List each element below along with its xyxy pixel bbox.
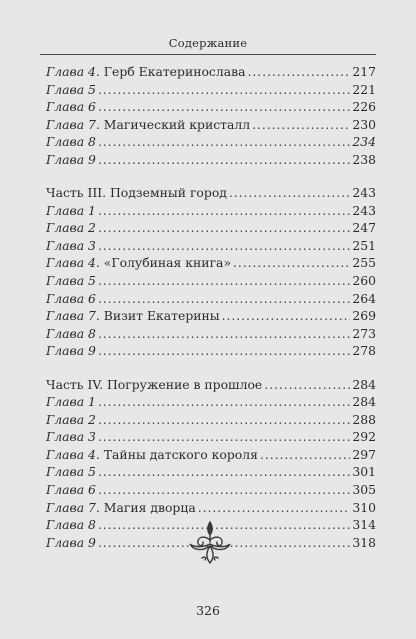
dot-leader — [98, 98, 350, 116]
dot-leader — [98, 81, 350, 99]
header-rule — [40, 54, 376, 55]
dot-leader — [252, 116, 350, 134]
dot-leader — [98, 325, 350, 343]
toc-entry — [46, 151, 376, 169]
entry-page-number: 305 — [352, 482, 376, 498]
entry-page-number: 264 — [352, 290, 376, 306]
toc-entry — [46, 98, 376, 116]
chapter-label: Глава 5 — [46, 464, 96, 480]
chapter-title: Тайны датского короля — [99, 446, 258, 462]
chapter-label: Глава 1 — [46, 202, 96, 218]
toc-entry — [46, 184, 376, 202]
chapter-label: Глава 8 — [46, 517, 96, 533]
entry-page-number: 230 — [352, 116, 376, 132]
entry-page-number: 314 — [352, 517, 376, 533]
chapter-label: Глава 7. — [46, 499, 100, 515]
toc-entry — [46, 463, 376, 481]
dot-leader — [98, 237, 350, 255]
entry-page-number: 318 — [352, 534, 376, 550]
dot-leader — [222, 307, 351, 325]
chapter-label: Глава 1 — [46, 394, 96, 410]
toc-entry — [46, 81, 376, 99]
toc-entry — [46, 499, 376, 517]
dot-leader — [229, 184, 350, 202]
entry-page-number: 273 — [352, 325, 376, 341]
dot-leader — [260, 446, 350, 464]
dot-leader — [98, 481, 350, 499]
dot-leader — [98, 202, 350, 220]
toc-entry — [46, 290, 376, 308]
toc-entry — [46, 393, 376, 411]
entry-page-number: 251 — [352, 237, 376, 253]
chapter-label: Глава 9 — [46, 534, 96, 550]
toc-entry — [46, 116, 376, 134]
dot-leader — [98, 463, 350, 481]
dot-leader — [264, 376, 350, 394]
chapter-label: Глава 8 — [46, 325, 96, 341]
toc-entry — [46, 325, 376, 343]
entry-page-number: 301 — [352, 464, 376, 480]
entry-page-number: 238 — [352, 151, 376, 167]
toc-entry — [46, 254, 376, 272]
toc-entry — [46, 411, 376, 429]
entry-page-number: 269 — [352, 308, 376, 324]
chapter-label: Глава 4. — [46, 64, 100, 79]
entry-page-number: 234 — [352, 134, 376, 150]
chapter-label: Глава 6 — [46, 482, 96, 498]
chapter-title: Визит Екатерины — [99, 308, 220, 324]
toc-entry — [46, 219, 376, 237]
dot-leader — [247, 63, 350, 81]
chapter-title: Магический кристалл — [99, 116, 251, 132]
toc-entry — [46, 202, 376, 220]
chapter-label: Глава 4. — [46, 255, 100, 271]
dot-leader — [233, 254, 350, 272]
dot-leader — [98, 393, 350, 411]
chapter-label: Глава 7. — [46, 116, 100, 132]
toc-section — [46, 63, 376, 168]
part-title: Часть III. Подземный город — [46, 185, 227, 201]
chapter-label: Глава 9 — [46, 343, 96, 359]
dot-leader — [98, 411, 350, 429]
chapter-label: Глава 2 — [46, 411, 96, 427]
toc-entry — [46, 446, 376, 464]
chapter-label: Глава 5 — [46, 81, 96, 97]
chapter-label: Глава 6 — [46, 99, 96, 115]
toc-entry — [46, 376, 376, 394]
dot-leader — [198, 499, 351, 517]
dot-leader — [98, 219, 350, 237]
entry-page-number: 226 — [352, 99, 376, 115]
entry-page-number: 288 — [352, 411, 376, 427]
toc-entry — [46, 307, 376, 325]
part-title: Часть IV. Погружение в прошлое — [46, 376, 263, 392]
entry-page-number: 247 — [352, 220, 376, 236]
toc-entry — [46, 133, 376, 151]
chapter-title: Магия дворца — [99, 499, 196, 515]
chapter-label: Глава 9 — [46, 151, 96, 167]
dot-leader — [98, 133, 350, 151]
entry-page-number: 278 — [352, 343, 376, 359]
toc-entry — [46, 63, 376, 81]
toc-entry — [46, 237, 376, 255]
dot-leader — [98, 342, 350, 360]
chapter-label: Глава 6 — [46, 290, 96, 306]
entry-page-number: 243 — [352, 202, 376, 218]
entry-page-number: 243 — [352, 185, 376, 201]
chapter-title: «Голубиная книга» — [99, 255, 232, 271]
chapter-label: Глава 3 — [46, 237, 96, 253]
entry-page-number: 284 — [352, 394, 376, 410]
toc-entry — [46, 342, 376, 360]
dot-leader — [98, 272, 350, 290]
chapter-label: Глава 2 — [46, 220, 96, 236]
entry-page-number: 221 — [352, 81, 376, 97]
entry-page-number: 310 — [352, 499, 376, 515]
chapter-label: Глава 7. — [46, 308, 100, 324]
chapter-title: Герб Екатеринослава — [99, 64, 246, 79]
entry-page-number: 255 — [352, 255, 376, 271]
entry-page-number: 297 — [352, 446, 376, 462]
chapter-label: Глава 8 — [46, 134, 96, 150]
running-header: Содержание — [168, 36, 248, 50]
toc-entry — [46, 272, 376, 290]
chapter-label: Глава 5 — [46, 273, 96, 289]
chapter-label: Глава 4. — [46, 446, 100, 462]
chapter-label: Глава 3 — [46, 429, 96, 445]
toc-section — [46, 184, 376, 359]
entry-page-number: 217 — [352, 64, 376, 79]
page-number: 326 — [196, 603, 220, 618]
toc-entry — [46, 428, 376, 446]
table-of-contents — [46, 63, 376, 567]
dot-leader — [98, 428, 350, 446]
entry-page-number: 284 — [352, 376, 376, 392]
entry-page-number: 260 — [352, 273, 376, 289]
fleuron-ornament-icon — [185, 518, 235, 568]
dot-leader — [98, 151, 350, 169]
dot-leader — [98, 290, 350, 308]
entry-page-number: 292 — [352, 429, 376, 445]
toc-entry — [46, 481, 376, 499]
